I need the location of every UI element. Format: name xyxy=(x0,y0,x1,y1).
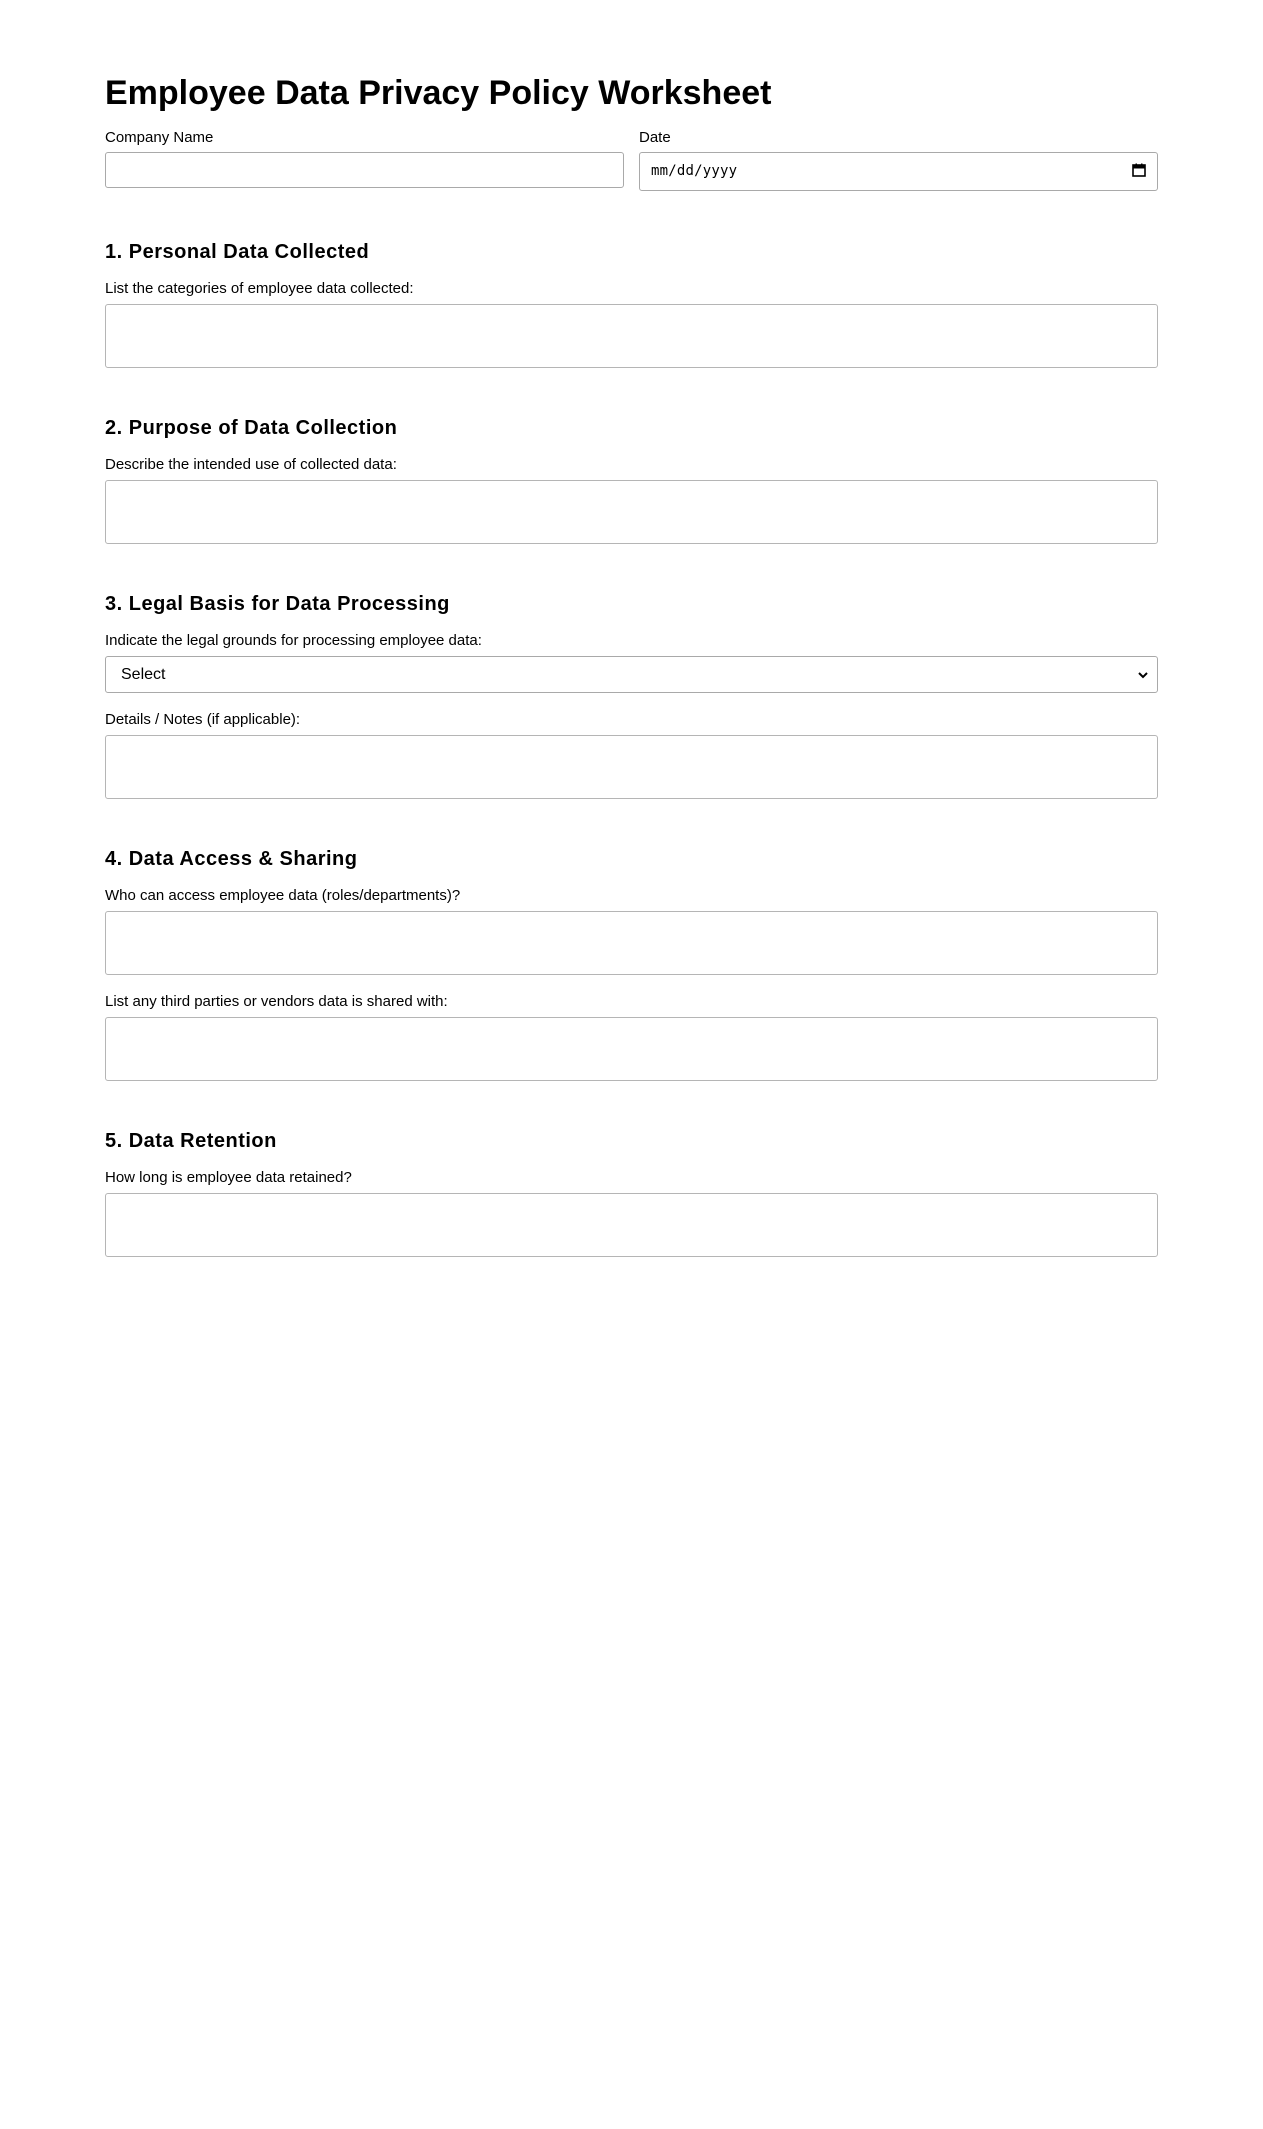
section-title-purpose: 2. Purpose of Data Collection xyxy=(105,417,398,439)
access-roles-label: Who can access employee data (roles/departments)? xyxy=(105,887,461,904)
page-title: Employee Data Privacy Policy Worksheet xyxy=(105,74,772,112)
purpose-label: Describe the intended use of collected data: xyxy=(105,456,397,473)
legal-basis-select[interactable] xyxy=(105,656,1158,693)
section-title-access-sharing: 4. Data Access & Sharing xyxy=(105,848,358,870)
personal-data-label: List the categories of employee data collected: xyxy=(105,280,414,297)
personal-data-textarea[interactable] xyxy=(105,304,1158,368)
legal-notes-label: Details / Notes (if applicable): xyxy=(105,711,301,728)
legal-notes-textarea[interactable] xyxy=(105,735,1158,799)
third-parties-label: List any third parties or vendors data is shared with: xyxy=(105,993,448,1010)
company-name-input[interactable] xyxy=(105,152,624,188)
company-name-label: Company Name xyxy=(105,129,214,146)
purpose-textarea[interactable] xyxy=(105,480,1158,544)
chevron-down-icon xyxy=(1137,670,1149,680)
section-title-retention: 5. Data Retention xyxy=(105,1130,277,1152)
section-title-personal-data: 1. Personal Data Collected xyxy=(105,241,370,263)
retention-textarea[interactable] xyxy=(105,1193,1158,1257)
date-label: Date xyxy=(639,129,671,146)
legal-basis-label: Indicate the legal grounds for processing employee data: xyxy=(105,632,482,649)
third-parties-textarea[interactable] xyxy=(105,1017,1158,1081)
calendar-icon[interactable] xyxy=(1132,163,1146,177)
access-roles-textarea[interactable] xyxy=(105,911,1158,975)
retention-label: How long is employee data retained? xyxy=(105,1169,352,1186)
legal-basis-selected-value: Select xyxy=(121,666,166,683)
date-placeholder: mm/dd/yyyy xyxy=(651,163,738,179)
section-title-legal-basis: 3. Legal Basis for Data Processing xyxy=(105,593,450,615)
date-input[interactable] xyxy=(639,152,1158,191)
